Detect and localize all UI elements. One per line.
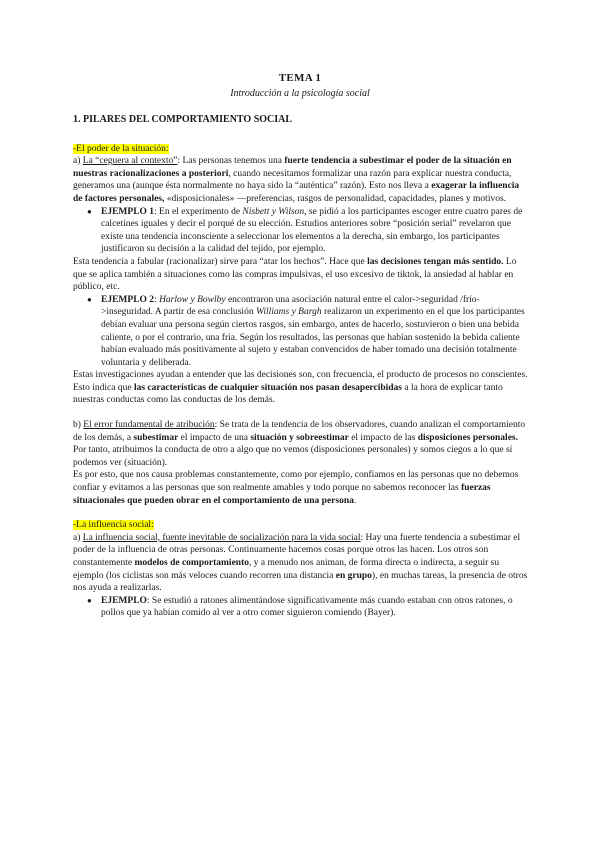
para-prefix: b) [73, 420, 84, 431]
text-run: : Se estudió a ratones alimentándose significativamente más cuando estaban con otros ratones, o pollos que ya habían comido al ver a otro comer siguieron comiendo (Bayer). [101, 595, 513, 619]
power-paragraph-a [73, 155, 529, 205]
example-label: EJEMPLO 2 [101, 294, 155, 305]
para-prefix: a) [73, 532, 83, 543]
error-paragraph-c [73, 469, 529, 507]
text-run: , y a menudo nos animan, de forma directa o indirecta, a seguir su ejemplo (los ciclistas son más veloces cuando recorren una distancia [73, 558, 500, 581]
bold-run: fuerte tendencia a subestimar el poder de la situación en nuestras racionalizaciones a posteriori [73, 156, 512, 179]
italic-run: Nisbett y Wilson [242, 206, 305, 217]
influence-paragraph-a [73, 532, 529, 595]
bold-run: modelos de comportamiento [134, 558, 249, 568]
list-item [101, 294, 529, 370]
document-subtitle: Introducción a la psicología social [230, 88, 370, 99]
text-run: encontraron una asociación natural entre el calor->seguridad /frío->inseguridad. A partir de esa conclusión [101, 294, 480, 318]
text-run: Es por esto, que nos causa problemas constantemente, como por ejemplo, confiamos en las personas que no debemos confiar y evitamos a las personas que son realmente amables y todo porque no sabemos reconocer las [73, 470, 519, 494]
text-run: realizaron un experimento en el que los participantes debían evaluar una persona según ciertos rasgos, sin embargo, antes de hacerlo, sostuvieron o bien una bebida caliente, o por el contrario, una fría. Según los resultados, las personas que habían sostenido la bebida caliente habían evaluado más positivamente al sujeto y estaban convencidos de haber tomado una decisión totalmente voluntaria y deliberada. [101, 307, 525, 368]
italic-run: Williams y Bargh [255, 307, 322, 318]
text-run: Lo que se aplica también a situaciones como las compras impulsivas, el uso excesivo de tiktok, la ansiedad al hablar en público, etc. [73, 256, 517, 293]
document-title: TEMA 1 [278, 72, 322, 84]
power-label: -El poder de la situación: [73, 143, 169, 154]
bold-run: subestimar [133, 432, 179, 443]
error-b-title: El error fundamental de atribución [83, 420, 215, 431]
text-run: . [353, 495, 357, 506]
text-run: ), en muchas tareas, la presencia de otros nos ayuda a realizarlas. [73, 570, 528, 594]
text-run: , se pidió a los participantes escoger entre cuatro pares de calcetines iguales y decir el porqué de su elección. Estudios anteriores sobre “posición serial” revelaron que existe una tendencia inconsciente a seleccionar los elementos a la derecha, sin embargo, los participantes justificaron su decisión a la calidad del tejido, por ejemplo. [101, 206, 523, 255]
text-run: : Hay una fuerte tendencia a subestimar el poder de la influencia de otras personas. Continuamente hacemos cosas porque otros las hacen. Los otros son constantemente [73, 532, 521, 568]
text-run: Estas investigaciones ayudan a entender que las decisiones son, con frecuencia, el producto de procesos no conscientes. Esto indica que [73, 370, 528, 393]
example-label: EJEMPLO 1 [101, 206, 155, 217]
bold-run: fuerzas situacionales que pueden obrar en el comportamiento de una persona [73, 483, 491, 506]
conclusion-paragraph [73, 369, 529, 407]
power-label-line [73, 143, 529, 156]
text-run: , cuando necesitamos formalizar una razón para explicar nuestra conducta, generamos una (aunque ésta normalmente no haya sido la “auténtica” razón). Esto nos lleva a [73, 168, 512, 192]
italic-run: Harlow y Bowlby [159, 294, 226, 305]
para-prefix: a) [73, 156, 83, 167]
document-body [73, 114, 529, 620]
text-run: el impacto de las [348, 432, 418, 443]
text-run: Por tanto, atribuimos la conducta de otro a algo que no vemos (disposiciones personales) y somos ciegos a lo que sí podemos ver (situación). [73, 445, 513, 468]
bold-run: las características de cualquier situación nos pasan desapercibidas [133, 382, 402, 393]
text-run: «disposicionales» —preferencias, rasgos de personalidad, capacidades, planes y motivos. [164, 193, 507, 204]
text-run: : Se trata de la tendencia de los observadores, cuando analizan el comportamiento de los demás, a [73, 420, 526, 443]
power-a-title: La “ceguera al contexto” [82, 156, 178, 167]
influence-label-line [73, 519, 529, 532]
text-run: a la hora de explicar tanto nuestras conductas como las conductas de los demás. [73, 382, 503, 406]
bold-run: exagerar la influencia de factores personales, [73, 181, 520, 204]
bold-run: en grupo [335, 570, 372, 581]
example-list-2 [73, 294, 529, 370]
text-run: : Las personas tenemos una [177, 156, 285, 167]
list-item [101, 206, 529, 256]
text-run: : [154, 294, 160, 305]
list-item [101, 595, 529, 620]
error-paragraph-b [73, 419, 529, 469]
bold-run: situación y sobreestimar [250, 432, 349, 443]
text-run: Esta tendencia a fabular (racionalizar) sirve para “atar los hechos”. Hace que [73, 256, 368, 267]
bold-run: las decisiones tengan más sentido. [367, 256, 504, 267]
spacer [73, 407, 529, 419]
spacer [73, 507, 529, 519]
section-heading: 1. PILARES DEL COMPORTAMIENTO SOCIAL [73, 114, 293, 125]
fabulation-paragraph [73, 256, 529, 294]
example-list-3 [73, 595, 529, 620]
text-run: : En el experimento de [154, 206, 243, 217]
influence-label: -La influencia social: [73, 520, 154, 531]
influence-a-title: La influencia social, fuente inevitable de socialización para la vida social [82, 532, 361, 543]
text-run: el impacto de una [178, 432, 251, 443]
example-list-1 [73, 206, 529, 256]
bold-run: disposiciones personales. [417, 432, 518, 443]
example-label: EJEMPLO [101, 595, 147, 606]
